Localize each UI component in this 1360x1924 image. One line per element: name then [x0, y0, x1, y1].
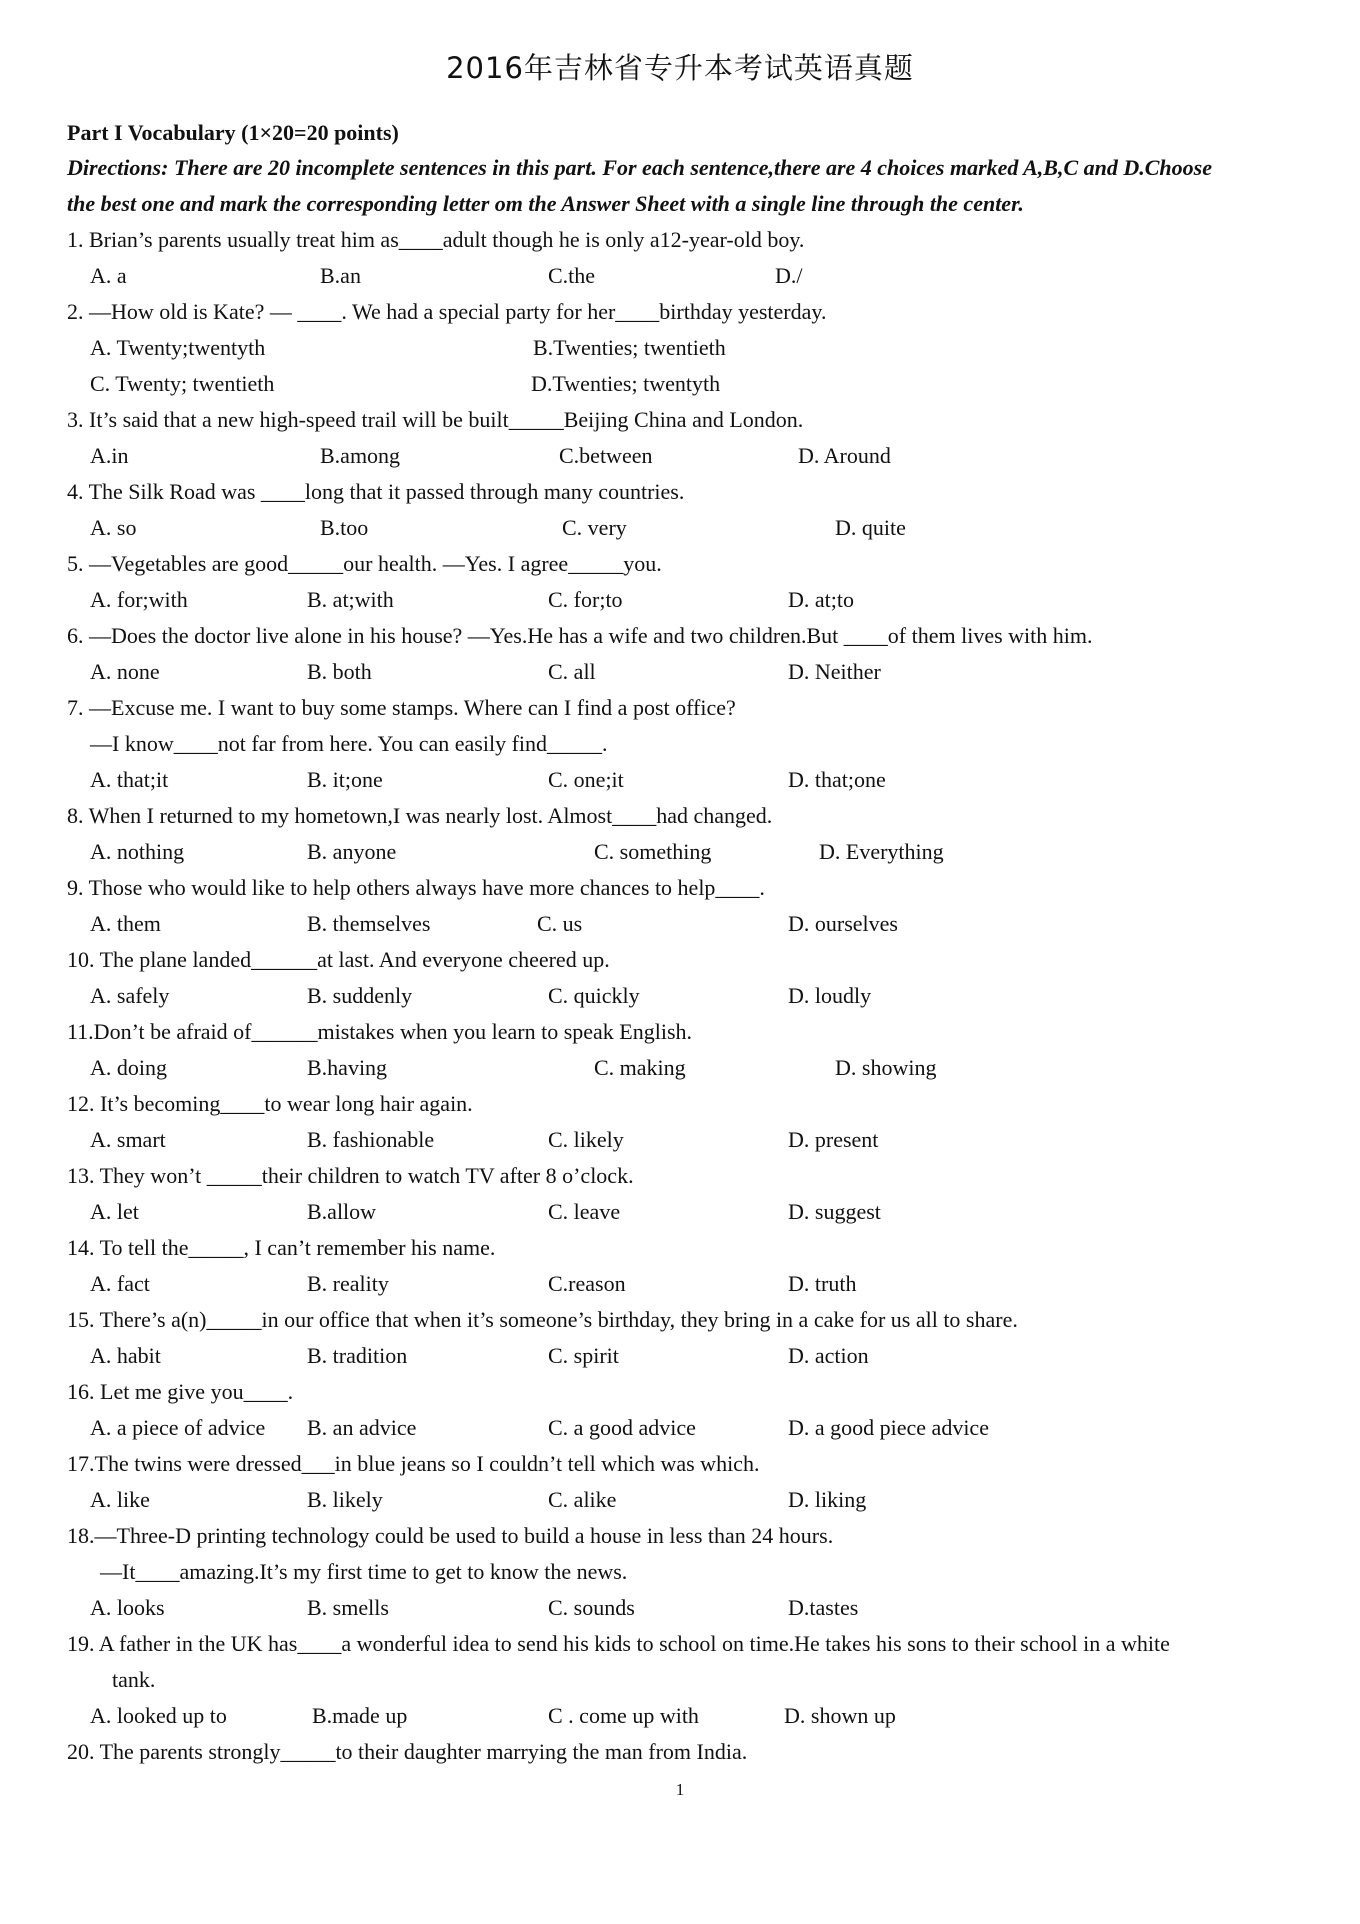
- question-17-option-C: C. alike: [548, 1487, 617, 1512]
- question-12-option-D: D. present: [788, 1127, 879, 1152]
- question-17-text: 17.The twins were dressed___in blue jeans so I couldn’t tell which was which.: [67, 1451, 760, 1476]
- question-16-option-C: C. a good advice: [548, 1415, 696, 1440]
- question-1-text: 1. Brian’s parents usually treat him as____adult though he is only a12-year-old boy.: [67, 227, 805, 252]
- question-5-option-B: B. at;with: [307, 587, 394, 612]
- question-3-option-B: B.among: [320, 443, 401, 468]
- question-10-option-B: B. suddenly: [307, 983, 413, 1008]
- question-4-option-A: A. so: [90, 515, 137, 540]
- question-16-option-D: D. a good piece advice: [788, 1415, 989, 1440]
- question-1-option-C: C.the: [548, 263, 596, 288]
- question-6-option-D: D. Neither: [788, 659, 881, 684]
- question-10-option-C: C. quickly: [548, 983, 640, 1008]
- question-9-option-D: D. ourselves: [788, 911, 898, 936]
- question-13-text: 13. They won’t _____their children to watch TV after 8 o’clock.: [67, 1163, 634, 1188]
- question-5-text: 5. —Vegetables are good_____our health. —Yes. I agree_____you.: [67, 551, 662, 576]
- question-16-option-B: B. an advice: [307, 1415, 417, 1440]
- question-3-option-D: D. Around: [798, 443, 891, 468]
- question-8-option-D: D. Everything: [819, 839, 944, 864]
- question-15-option-D: D. action: [788, 1343, 869, 1368]
- question-13-option-D: D. suggest: [788, 1199, 881, 1224]
- question-7-option-C: C. one;it: [548, 767, 624, 792]
- directions-line-2: the best one and mark the corresponding letter om the Answer Sheet with a single line through the center.: [67, 191, 1024, 216]
- question-6-text: 6. —Does the doctor live alone in his house? —Yes.He has a wife and two children.But ____of them lives with him.: [67, 623, 1093, 648]
- question-8-option-C: C. something: [594, 839, 712, 864]
- question-6-option-A: A. none: [90, 659, 160, 684]
- question-19-text: 19. A father in the UK has____a wonderful idea to send his kids to school on time.He takes his sons to their school in a white: [67, 1631, 1170, 1656]
- question-12-text: 12. It’s becoming____to wear long hair again.: [67, 1091, 473, 1116]
- question-7-option-A: A. that;it: [90, 767, 169, 792]
- question-3-text: 3. It’s said that a new high-speed trail will be built_____Beijing China and London.: [67, 407, 804, 432]
- question-10-text: 10. The plane landed______at last. And everyone cheered up.: [67, 947, 610, 972]
- directions-line-1: Directions: There are 20 incomplete sentences in this part. For each sentence,there are 4 choices marked A,B,C and D.Choose: [67, 155, 1212, 180]
- question-9-option-C: C. us: [537, 911, 583, 936]
- question-10-option-A: A. safely: [90, 983, 170, 1008]
- question-2-text: 2. —How old is Kate? — ____. We had a special party for her____birthday yesterday.: [67, 299, 827, 324]
- question-15-option-A: A. habit: [90, 1343, 161, 1368]
- question-1-option-A: A. a: [90, 263, 127, 288]
- question-18-text-line-2: —It____amazing.It’s my first time to get to know the news.: [100, 1559, 628, 1584]
- question-7-option-D: D. that;one: [788, 767, 886, 792]
- question-19-option-B: B.made up: [312, 1703, 408, 1728]
- question-15-option-B: B. tradition: [307, 1343, 408, 1368]
- question-14-option-D: D. truth: [788, 1271, 857, 1296]
- question-8-option-B: B. anyone: [307, 839, 397, 864]
- question-18-option-A: A. looks: [90, 1595, 165, 1620]
- question-1-option-D: D./: [775, 263, 803, 288]
- question-13-option-B: B.allow: [307, 1199, 377, 1224]
- question-11-option-D: D. showing: [835, 1055, 937, 1080]
- question-10-option-D: D. loudly: [788, 983, 872, 1008]
- question-2-option-D: D.Twenties; twentyth: [531, 371, 721, 396]
- question-14-text: 14. To tell the_____, I can’t remember his name.: [67, 1235, 496, 1260]
- page-title: 2016年吉林省专升本考试英语真题: [446, 51, 914, 85]
- question-16-option-A: A. a piece of advice: [90, 1415, 266, 1440]
- question-15-option-C: C. spirit: [548, 1343, 619, 1368]
- question-15-text: 15. There’s a(n)_____in our office that when it’s someone’s birthday, they bring in a cake for us all to share.: [67, 1307, 1018, 1332]
- question-19-option-C: C . come up with: [548, 1703, 699, 1728]
- question-18-text: 18.—Three-D printing technology could be used to build a house in less than 24 hours.: [67, 1523, 834, 1548]
- question-19-text-line-2: tank.: [112, 1667, 156, 1692]
- question-8-text: 8. When I returned to my hometown,I was nearly lost. Almost____had changed.: [67, 803, 773, 828]
- question-9-option-B: B. themselves: [307, 911, 431, 936]
- question-7-option-B: B. it;one: [307, 767, 383, 792]
- question-4-text: 4. The Silk Road was ____long that it passed through many countries.: [67, 479, 685, 504]
- question-1-option-B: B.an: [320, 263, 361, 288]
- question-13-option-C: C. leave: [548, 1199, 621, 1224]
- question-11-option-B: B.having: [307, 1055, 388, 1080]
- question-6-option-C: C. all: [548, 659, 596, 684]
- question-12-option-C: C. likely: [548, 1127, 624, 1152]
- question-17-option-B: B. likely: [307, 1487, 383, 1512]
- question-3-option-A: A.in: [90, 443, 129, 468]
- question-14-option-B: B. reality: [307, 1271, 389, 1296]
- part-heading: Part I Vocabulary (1×20=20 points): [67, 120, 399, 145]
- question-3-option-C: C.between: [559, 443, 653, 468]
- question-4-option-D: D. quite: [835, 515, 906, 540]
- question-5-option-C: C. for;to: [548, 587, 623, 612]
- question-14-option-C: C.reason: [548, 1271, 626, 1296]
- question-8-option-A: A. nothing: [90, 839, 185, 864]
- question-7-text-line-2: —I know____not far from here. You can easily find_____.: [90, 731, 608, 756]
- question-12-option-B: B. fashionable: [307, 1127, 435, 1152]
- question-17-option-A: A. like: [90, 1487, 150, 1512]
- question-2-option-A: A. Twenty;twentyth: [90, 335, 266, 360]
- question-19-option-D: D. shown up: [784, 1703, 896, 1728]
- question-4-option-C: C. very: [562, 515, 627, 540]
- question-11-text: 11.Don’t be afraid of______mistakes when you learn to speak English.: [67, 1019, 693, 1044]
- question-2-option-C: C. Twenty; twentieth: [90, 371, 275, 396]
- question-11-option-C: C. making: [594, 1055, 686, 1080]
- question-5-option-A: A. for;with: [90, 587, 188, 612]
- question-18-option-D: D.tastes: [788, 1595, 859, 1620]
- question-13-option-A: A. let: [90, 1199, 139, 1224]
- question-9-text: 9. Those who would like to help others always have more chances to help____.: [67, 875, 765, 900]
- question-5-option-D: D. at;to: [788, 587, 854, 612]
- question-2-option-B: B.Twenties; twentieth: [533, 335, 726, 360]
- question-14-option-A: A. fact: [90, 1271, 150, 1296]
- question-6-option-B: B. both: [307, 659, 372, 684]
- question-18-option-B: B. smells: [307, 1595, 389, 1620]
- question-17-option-D: D. liking: [788, 1487, 867, 1512]
- question-16-text: 16. Let me give you____.: [67, 1379, 294, 1404]
- question-9-option-A: A. them: [90, 911, 161, 936]
- question-12-option-A: A. smart: [90, 1127, 166, 1152]
- page-number: 1: [675, 1780, 685, 1799]
- question-20-text: 20. The parents strongly_____to their daughter marrying the man from India.: [67, 1739, 748, 1764]
- question-7-text: 7. —Excuse me. I want to buy some stamps. Where can I find a post office?: [67, 695, 736, 720]
- question-11-option-A: A. doing: [90, 1055, 167, 1080]
- question-18-option-C: C. sounds: [548, 1595, 635, 1620]
- question-4-option-B: B.too: [320, 515, 369, 540]
- question-19-option-A: A. looked up to: [90, 1703, 227, 1728]
